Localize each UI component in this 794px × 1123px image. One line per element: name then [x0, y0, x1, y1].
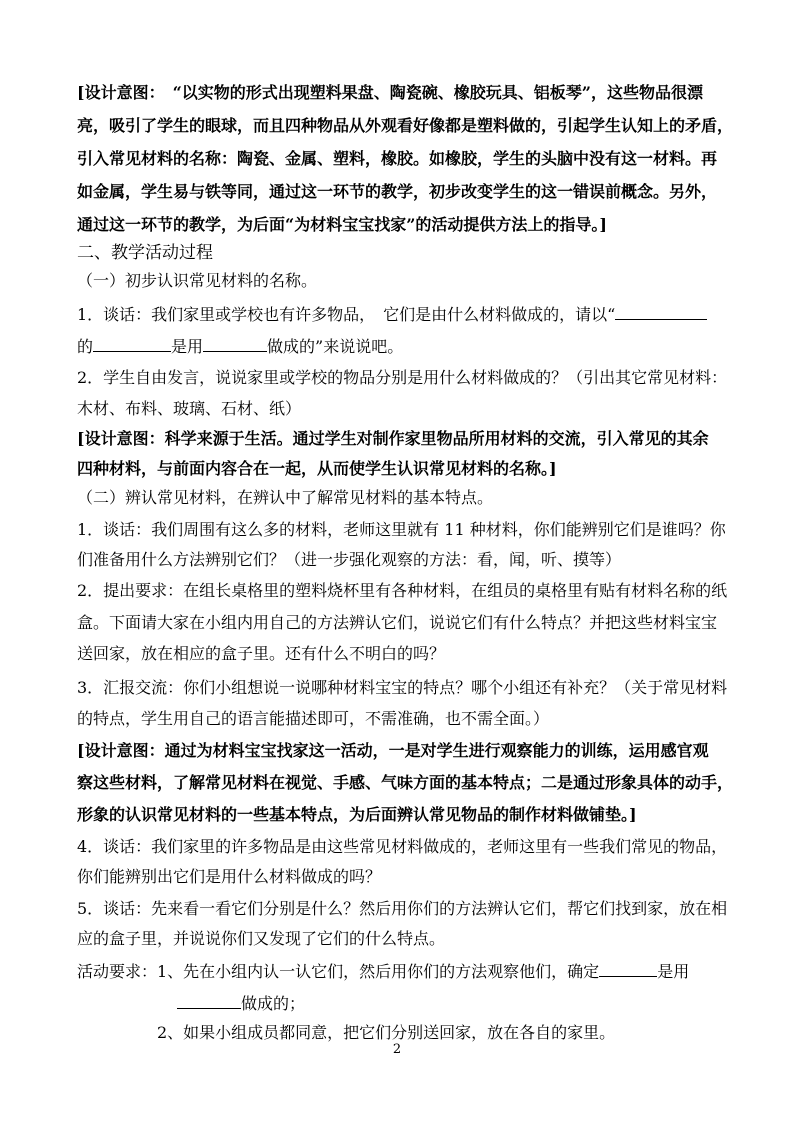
activity-requirements-shiyong: 是用 — [657, 962, 690, 981]
part3-item4-line2: 你们能辨别出它们是用什么材料做成的吗？ — [77, 867, 382, 886]
part2-item2-line3: 送回家，放在相应的盒子里。还有什么不明白的吗？ — [77, 644, 446, 663]
part1-item2-line1: 2．学生自由发言，说说家里或学校的物品分别是用什么材料做成的？（引出其它常见材料： — [77, 368, 728, 387]
activity-requirements-line3: 2、如果小组成员都同意，把它们分别送回家，放在各自的家里。 — [157, 1023, 616, 1042]
part2-item1-line1: 1．谈话：我们周围有这么多的材料，老师这里就有 11 种材料，你们能辨别它们是谁吗？你 — [77, 520, 726, 539]
design-intent-1-line-2: 亮，吸引了学生的眼球，而且四种物品从外观看好像都是塑料做的，引起学生认知上的矛盾， — [77, 116, 734, 135]
activity-requirements-line1 — [77, 960, 689, 983]
design-intent-2-line-1: [设计意图：科学来源于生活。通过学生对制作家里物品所用材料的交流，引入常见的其余 — [77, 429, 709, 448]
fill-blank — [203, 335, 267, 352]
part3-item5-line1: 5．谈话：先来看一看它们分别是什么？然后用你们的方法辨认它们，帮它们找到家，放在相 — [77, 899, 728, 918]
part2-item2-line1: 2．提出要求：在组长桌格里的塑料烧杯里有各种材料，在组员的桌格里有贴有材料名称的纸 — [77, 581, 728, 600]
part2-item3-line2: 的特点，学生用自己的语言能描述即可，不需准确，也不需全面。） — [77, 709, 550, 728]
fill-blank — [177, 992, 241, 1009]
design-intent-1-line-4: 如金属，学生易与铁等同，通过这一环节的教学，初步改变学生的这一错误前概念。另外， — [77, 182, 718, 201]
part1-item1-line1 — [77, 303, 707, 326]
part2-title: （二）辨认常见材料，在辨认中了解常见材料的基本特点。 — [77, 488, 494, 507]
design-intent-1-line-3: 引入常见材料的名称：陶瓷、金属、塑料，橡胶。如橡胶，学生的头脑中没有这一材料。再 — [77, 149, 718, 168]
part1-item1-end: 做成的”来说说吧。 — [267, 337, 404, 356]
part1-item1-text: 1．谈话：我们家里或学校也有许多物品， 它们是由什么材料做成的，请以“ — [77, 305, 616, 324]
part2-item1-line2: 们准备用什么方法辨别它们？（进一步强化观察的方法：看，闻，听、摸等） — [77, 550, 622, 569]
part1-item1-shiyong: 是用 — [171, 337, 204, 356]
section-heading: 二、教学活动过程 — [77, 243, 213, 263]
part2-item3-line1: 3．汇报交流：你们小组想说一说哪种材料宝宝的特点？哪个小组还有补充？（关于常见材料 — [77, 678, 728, 697]
activity-requirements-end: 做成的； — [241, 994, 306, 1013]
fill-blank — [93, 335, 171, 352]
fill-blank — [599, 960, 657, 977]
part1-item1-line2 — [77, 335, 403, 358]
part1-item2-line2: 木材、布料、玻璃、石材、纸） — [77, 399, 302, 418]
part1-item1-de: 的 — [77, 337, 94, 356]
fill-blank — [615, 303, 707, 320]
design-intent-3-line-2: 察这些材料，了解常见材料在视觉、手感、气味方面的基本特点；二是通过形象具体的动手， — [77, 773, 734, 792]
design-intent-3-line-1: [设计意图：通过为材料宝宝找家这一活动，一是对学生进行观察能力的训练，运用感官观 — [77, 741, 709, 760]
design-intent-3-line-3: 形象的认识常见材料的一些基本特点，为后面辨认常见物品的制作材料做铺垫。] — [77, 805, 637, 824]
activity-requirements-text: 活动要求：1、先在小组内认一认它们，然后用你们的方法观察他们，确定 — [77, 962, 600, 981]
page-number: 2 — [392, 1042, 402, 1057]
part3-item5-line2: 应的盒子里，并说说你们又发现了它们的什么特点。 — [77, 929, 446, 948]
part1-title: （一）初步认识常见材料的名称。 — [77, 271, 318, 290]
design-intent-2-line-2: 四种材料，与前面内容合在一起，从而使学生认识常见材料的名称。] — [77, 459, 557, 478]
design-intent-1-line-5: 通过这一环节的教学，为后面“为材料宝宝找家”的活动提供方法上的指导。] — [77, 215, 607, 234]
part3-item4-line1: 4．谈话：我们家里的许多物品是由这些常见材料做成的，老师这里有一些我们常见的物品， — [77, 837, 728, 856]
activity-requirements-line2 — [177, 992, 305, 1015]
design-intent-1-line-1: [设计意图： “以实物的形式出现塑料果盘、陶瓷碗、橡胶玩具、铝板琴”，这些物品很漂 — [77, 83, 703, 102]
part2-item2-line2: 盒。下面请大家在小组内用自己的方法辨认它们，说说它们有什么特点？并把这些材料宝宝 — [77, 613, 718, 632]
